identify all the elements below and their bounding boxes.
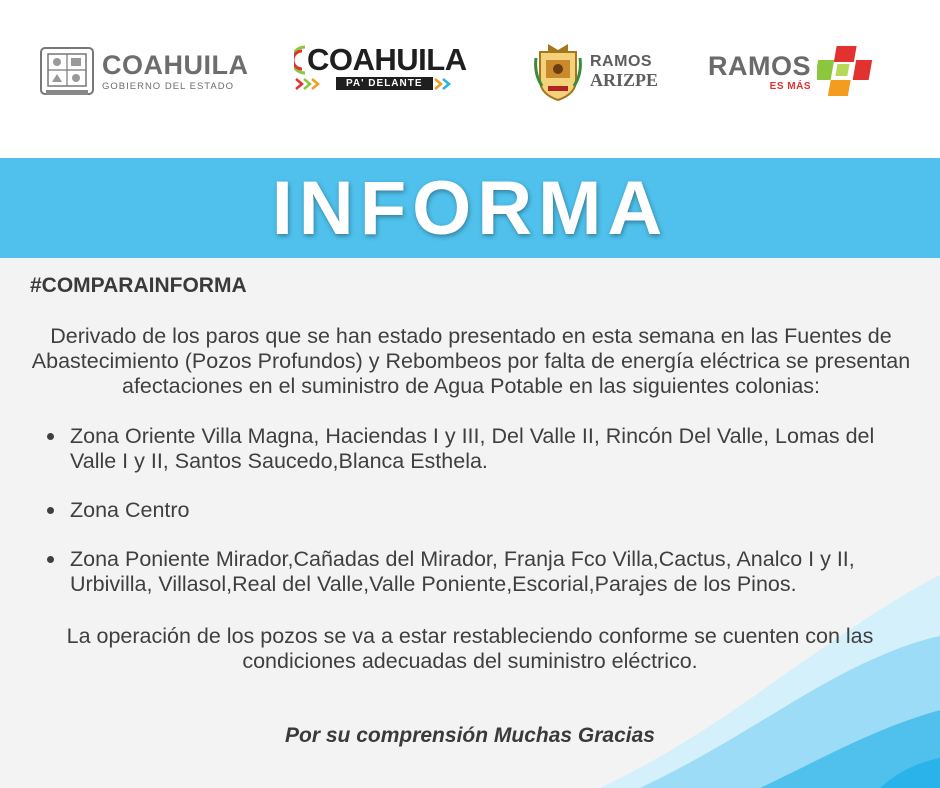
zone-text: Zona Oriente Villa Magna, Haciendas I y III, Del Valle II, Rincón Del Valle, Lomas del Valle I y II, Santos Saucedo,Blanca Esthela. [70,424,875,473]
banner-title: INFORMA [271,166,669,251]
coahuila-logo-tagline: PA' DELANTE [336,77,433,90]
list-item [44,547,920,597]
closing-paragraph: La operación de los pozos se va a estar restableciendo conforme se cuenten con las condiciones adecuadas del suministro eléctrico. [66,624,874,673]
intro-paragraph: Derivado de los paros que se han estado presentado en esta semana en las Fuentes de Abastecimiento (Pozos Profundos) y Rebombeos por falta de energía eléctrica se presentan afectaciones en el suministro de Agua Potable en las siguientes colonias: [31,324,911,398]
zone-list [44,424,920,621]
zone-text: Zona Centro [70,498,190,522]
bullet-icon [47,433,54,440]
thanks-message: Por su comprensión Muchas Gracias [285,724,655,747]
gobierno-logo-name: COAHUILA [102,49,249,80]
coahuila-logo-name: COAHUILA [307,42,467,77]
ramos-es-mas-tagline: ES MÁS [769,81,811,92]
hashtag: #COMPARAINFORMA [30,274,247,297]
announcement-content [0,258,940,788]
zone-text: Zona Poniente Mirador,Cañadas del Mirador, Franja Fco Villa,Cactus, Analco I y II, Urbivilla, Villasol,Real del Valle,Valle Poniente,Escorial,Parajes de los Pinos. [70,547,855,596]
bullet-icon [47,507,54,514]
ramos-es-mas-name: RAMOS [708,51,811,81]
bullet-icon [47,556,54,563]
list-item [44,498,920,523]
list-item [44,424,920,474]
ramos-arizpe-line1: RAMOS [590,53,653,70]
ramos-arizpe-line2: ARIZPE [590,70,659,90]
gobierno-logo-subtitle: GOBIERNO DEL ESTADO [102,80,234,92]
